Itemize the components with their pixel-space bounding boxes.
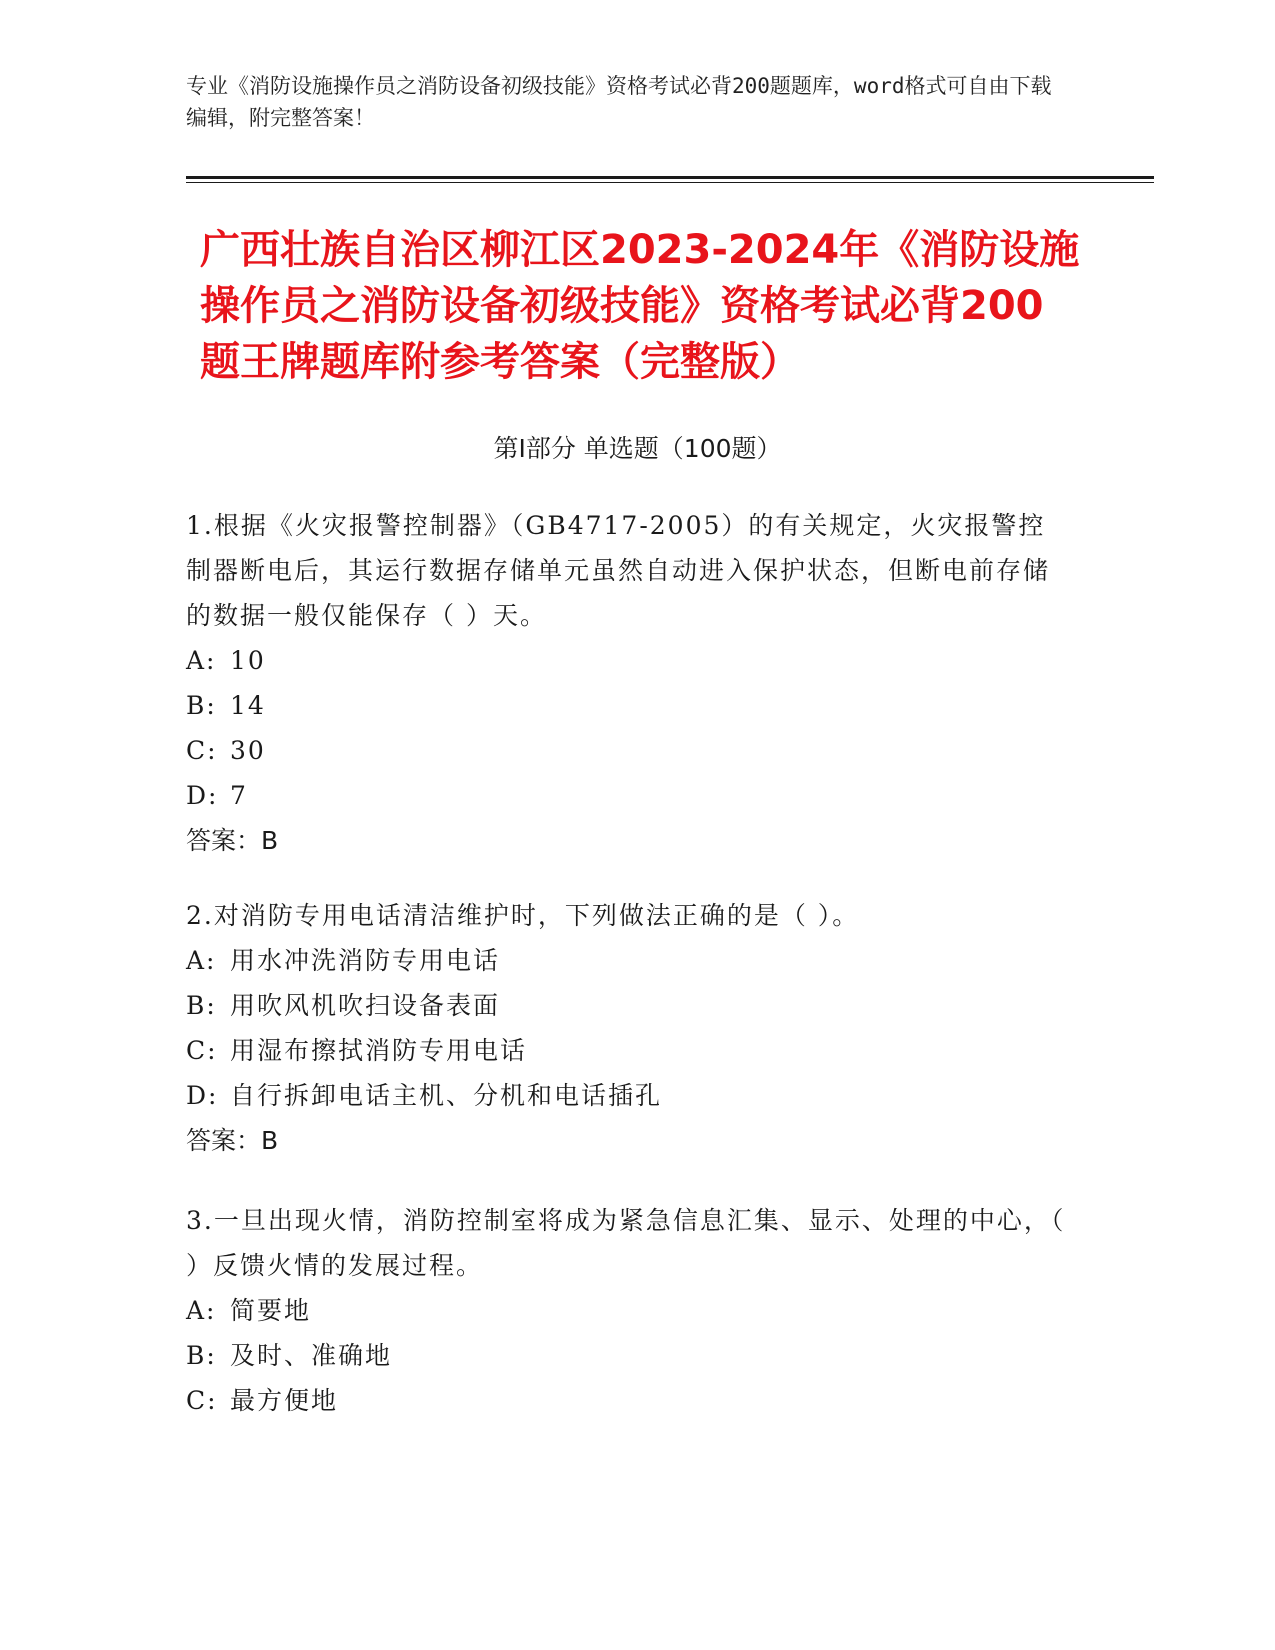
- option-key: B:: [186, 691, 217, 720]
- option-key: B:: [186, 991, 217, 1020]
- question-2-option-b: [186, 983, 1066, 1028]
- question-2: [186, 893, 1066, 1163]
- option-text: 自行拆卸电话主机、分机和电话插孔: [230, 1081, 663, 1110]
- option-key: D:: [186, 1081, 219, 1110]
- question-2-option-c: [186, 1028, 1066, 1073]
- question-1: [186, 503, 1066, 863]
- option-key: C:: [186, 1386, 218, 1415]
- question-3-option-b: [186, 1333, 1066, 1378]
- option-key: A:: [186, 946, 217, 975]
- question-1-option-b: [186, 683, 1066, 728]
- document-title: 广西壮族自治区柳江区2023-2024年《消防设施操作员之消防设备初级技能》资格考试必背200题王牌题库附参考答案（完整版）: [200, 227, 1080, 385]
- question-2-answer: 答案：B: [186, 1126, 279, 1155]
- header-note: 专业《消防设施操作员之消防设备初级技能》资格考试必背200题题库，word格式可自由下载编辑，附完整答案！: [186, 74, 1052, 130]
- header-divider-thin: [186, 182, 1154, 183]
- option-text: 10: [230, 646, 266, 675]
- question-3: [186, 1198, 1066, 1423]
- option-key: C:: [186, 1036, 218, 1065]
- question-3-stem: 3.一旦出现火情，消防控制室将成为紧急信息汇集、显示、处理的中心，（ ）反馈火情的发展过程。: [186, 1206, 1066, 1280]
- option-key: A:: [186, 646, 217, 675]
- option-text: 用湿布擦拭消防专用电话: [230, 1036, 528, 1065]
- question-2-option-a: [186, 938, 1066, 983]
- option-text: 7: [230, 781, 248, 810]
- option-text: 用水冲洗消防专用电话: [230, 946, 501, 975]
- question-3-option-a: [186, 1288, 1066, 1333]
- question-3-option-c: [186, 1378, 1066, 1423]
- option-text: 30: [230, 736, 266, 765]
- question-1-stem: 1.根据《火灾报警控制器》（GB4717-2005）的有关规定，火灾报警控制器断电后，其运行数据存储单元虽然自动进入保护状态，但断电前存储的数据一般仅能保存（ ）天。: [186, 511, 1051, 630]
- question-2-option-d: [186, 1073, 1066, 1118]
- header-divider-thick: [186, 176, 1154, 179]
- option-text: 及时、准确地: [230, 1341, 393, 1370]
- question-1-option-d: [186, 773, 1066, 818]
- question-2-stem: 2.对消防专用电话清洁维护时，下列做法正确的是（ ）。: [186, 901, 860, 930]
- option-key: A:: [186, 1296, 217, 1325]
- option-text: 14: [230, 691, 266, 720]
- question-1-option-a: [186, 638, 1066, 683]
- option-key: D:: [186, 781, 219, 810]
- section-title: 第Ⅰ部分 单选题（100题）: [493, 434, 782, 463]
- option-key: C:: [186, 736, 218, 765]
- option-text: 简要地: [230, 1296, 312, 1325]
- option-text: 最方便地: [230, 1386, 339, 1415]
- option-text: 用吹风机吹扫设备表面: [230, 991, 501, 1020]
- question-1-answer: 答案：B: [186, 826, 279, 855]
- question-1-option-c: [186, 728, 1066, 773]
- option-key: B:: [186, 1341, 217, 1370]
